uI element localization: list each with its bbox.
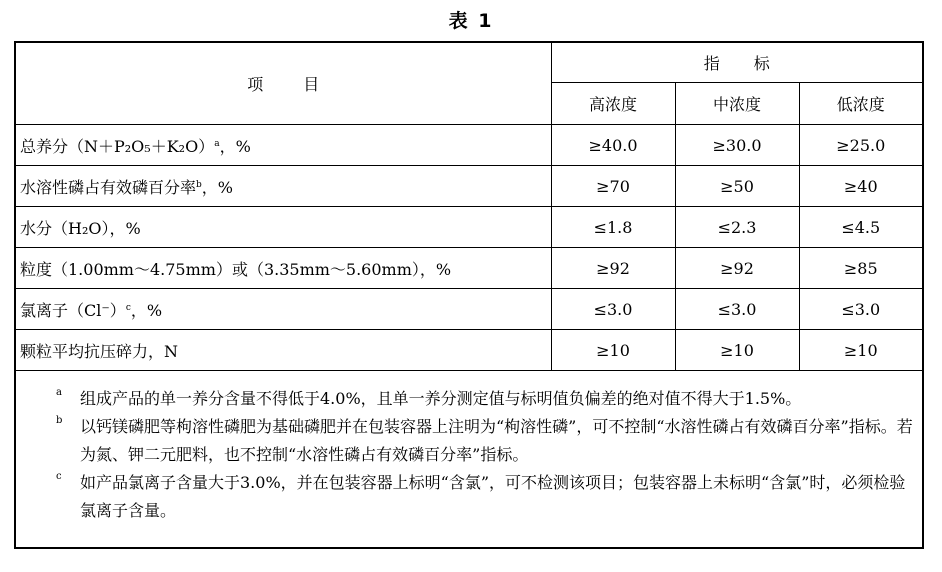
footnote-mark: c — [56, 471, 62, 482]
row-label — [16, 330, 551, 371]
row-label-text: 水分（H₂O），% — [20, 218, 141, 238]
value-high: ≥40.0 — [551, 125, 675, 166]
grade-high-header: 高浓度 — [551, 83, 675, 125]
footnote-mark: a — [214, 138, 220, 149]
spec-table — [16, 43, 922, 371]
row-label-text: 氯离子（Cl⁻） — [20, 300, 126, 320]
footnote-mark: a — [56, 387, 62, 398]
row-unit: ，% — [130, 300, 163, 320]
footnote-text: 组成产品的单一养分含量不得低于4.0%，且单一养分测定值与标明值负偏差的绝对值不得大于1.5%。 — [80, 389, 802, 408]
value-medium: ≤2.3 — [675, 207, 799, 248]
value-low: ≥10 — [799, 330, 922, 371]
footnote-c — [16, 469, 922, 525]
table-row — [16, 330, 922, 371]
footnote-mark: b — [196, 179, 202, 190]
table-row — [16, 166, 922, 207]
table-row — [16, 248, 922, 289]
value-medium: ≤3.0 — [675, 289, 799, 330]
table-title: 表 1 — [448, 10, 494, 32]
value-low: ≥25.0 — [799, 125, 922, 166]
grade-low-header: 低浓度 — [799, 83, 922, 125]
row-unit: ，% — [201, 177, 233, 197]
header-item-cell: 项目 — [16, 43, 551, 125]
row-label-text: 总养分（N＋P₂O₅＋K₂O） — [20, 136, 215, 156]
table-row — [16, 207, 922, 248]
grade-medium-header: 中浓度 — [675, 83, 799, 125]
footnote-a — [16, 385, 922, 413]
table-row — [16, 125, 922, 166]
value-medium: ≥92 — [675, 248, 799, 289]
row-label — [16, 166, 551, 207]
table-frame — [14, 41, 924, 549]
footnote-text: 以钙镁磷肥等枸溶性磷肥为基础磷肥并在包装容器上注明为“枸溶性磷”，可不控制“水溶性磷占有效磷百分率”指标。若为氮、钾二元肥料，也不控制“水溶性磷占有效磷百分率”指标。 — [80, 417, 913, 464]
value-high: ≥70 — [551, 166, 675, 207]
row-label-text: 水溶性磷占有效磷百分率 — [20, 177, 197, 197]
row-label — [16, 289, 551, 330]
row-label — [16, 207, 551, 248]
footnote-text: 如产品氯离子含量大于3.0%，并在包装容器上标明“含氯”，可不检测该项目；包装容器上未标明“含氯”时，必须检验氯离子含量。 — [80, 473, 906, 520]
value-medium: ≥50 — [675, 166, 799, 207]
value-high: ≥92 — [551, 248, 675, 289]
value-low: ≥40 — [799, 166, 922, 207]
row-label-text: 粒度（1.00mm～4.75mm）或（3.35mm～5.60mm），% — [20, 259, 452, 279]
row-unit: ，% — [219, 136, 251, 156]
table-row — [16, 289, 922, 330]
value-low: ≤3.0 — [799, 289, 922, 330]
header-indicator-cell: 指标 — [551, 43, 922, 83]
value-high: ≤3.0 — [551, 289, 675, 330]
value-high: ≤1.8 — [551, 207, 675, 248]
value-medium: ≥30.0 — [675, 125, 799, 166]
footnote-mark: c — [125, 302, 131, 313]
value-low: ≥85 — [799, 248, 922, 289]
footnotes — [16, 370, 922, 525]
value-high: ≥10 — [551, 330, 675, 371]
row-label-text: 颗粒平均抗压碎力，N — [20, 341, 179, 361]
footnote-mark: b — [56, 415, 63, 426]
footnote-b — [16, 413, 922, 469]
row-label — [16, 125, 551, 166]
value-low: ≤4.5 — [799, 207, 922, 248]
value-medium: ≥10 — [675, 330, 799, 371]
row-label — [16, 248, 551, 289]
